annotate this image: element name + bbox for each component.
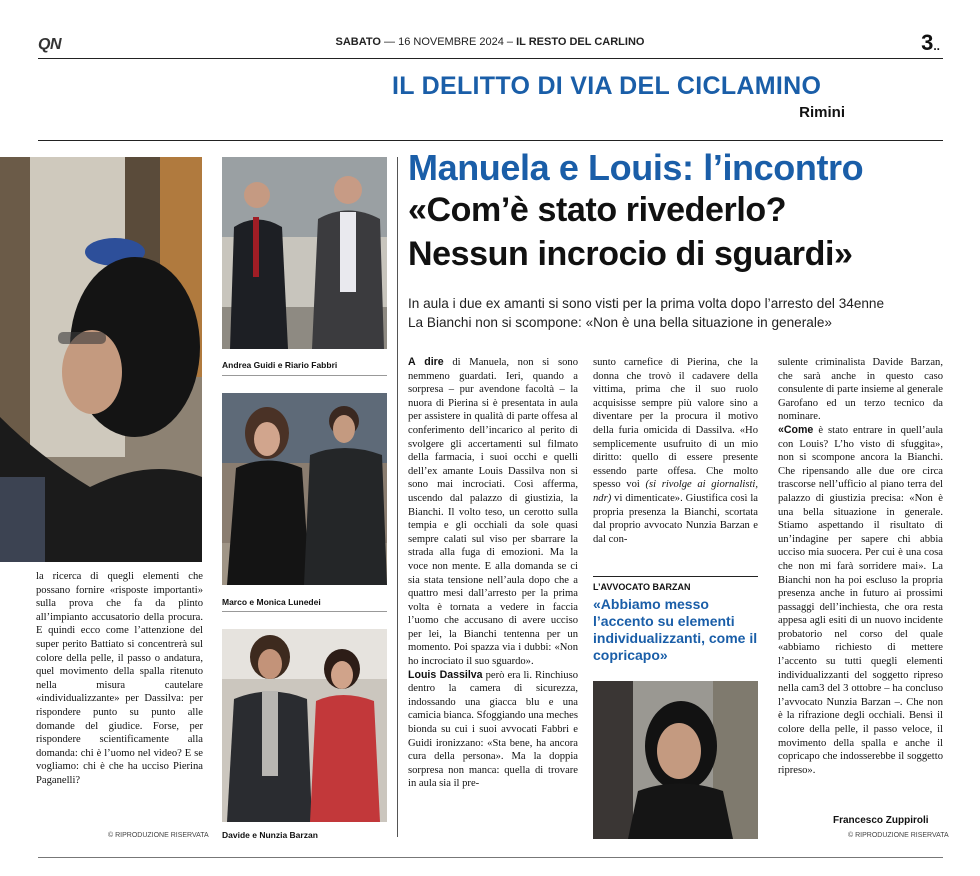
article-column-3: sulente criminalista Davide Barzan, che sarà anche in questo caso consulente di parte insieme al generale Garofano ed un terzo tecnico da nominare. «Come è stato entrare in quell’aula con Louis? L’ho visto di sfuggita», non si scompone ancora la Bianchi. Che ripensando alle due ore circa trascorse nell’ufficio al piano terra del palazzo di giustizia precisa: «Non è una bella situazione in generale. Stiamo aspettando il risultato di un’indagine per sapere chi abbia ucciso mia suocera. Per cui è una cosa che non mi farà sorridere mai». La Bianchi non ha poi escluso la propria presenza anche in futuro ai prossimi passaggi dell’inchiesta, che ora resta appesa agli esiti di un nuovo incidente probatorio nel corso del quale «abbiamo richiesto di mettere l’accento su tutti quegli elementi individualizzanti del soggetto ripreso nella cam3 del 3 ottobre – ha concluso l’avvocato Nunzia Barzan –. Che non è la rifrazione degli occhiali. Bensì il colore della pelle, il passo veloce, il movimento della spalla e anche il copricapo che indosserebbe il soggetto ripreso». [778,357,943,776]
subhead-line-1: In aula i due ex amanti si sono visti per la prima volta dopo l’arresto del 34enne [408,296,885,311]
article-headline [408,148,953,276]
photo-lunedei [222,393,387,585]
article-column-2: sunto carnefice di Pierina, che la donna che trovò il cadavere della vittima, prima che il suo ruolo acquisisse sempre più valore sino a diventare per la procura il motivo della furia omicida di Dassilva. «Ho semplicemente usufruito di un mio diritto: quello di essere presente essendo parte offesa. Che molto spesso voi (si rivolge ai giornalisti, ndr) vi dimenticate». Giustifica così la propria presenza la Bianchi, scortata dal proprio avvocato Nunzia Barzan e dal con- [593,357,758,545]
article-author: Francesco Zuppiroli [833,815,929,826]
subhead-line-2: La Bianchi non si scompone: «Non è una bella situazione in generale» [408,315,832,330]
page-number: 3.. [921,30,940,55]
section-city: Rimini [799,104,845,121]
photo-caption: Davide e Nunzia Barzan [222,830,318,840]
headline-line-1: Manuela e Louis: l’incontro [408,147,864,188]
copyright-note: © RIPRODUZIONE RISERVATA [108,832,209,839]
photo-manuela-bianchi [0,157,202,562]
masthead: SABATO — 16 NOVEMBRE 2024 – IL RESTO DEL CARLINO [335,36,645,48]
section-title: IL DELITTO DI VIA DEL CICLAMINO [392,72,822,100]
headline-line-2: «Com’è stato rivederlo? [408,191,787,229]
article-subhead [408,294,953,332]
quote-box-label: L’AVVOCATO BARZAN [593,582,691,592]
photo-bianchi-inset [593,681,758,839]
quote-box-text: «Abbiamo messo l’accento su elementi individualizzanti, come il copricapo» [593,596,758,663]
masthead-date: 16 NOVEMBRE 2024 [398,36,504,48]
masthead-day: SABATO [335,36,381,48]
lead-word: Louis Dassilva [408,668,483,681]
section-rule [38,140,943,141]
article-column-1: A dire di Manuela, non si sono nemmeno guardati. Ieri, quando a sorpresa – pur avendone facoltà – la nuora di Pierina si è presentata in aula per assistere in qualità di parte offesa al conferimento dell’incarico al perito di svolgere gli accertamenti sul filmato della farmacia, i suoi occhi e quelli dell’ex amante Louis Dassilva non si sono mai incrociati. Così afferma, uscendo dal palazzo di giustizia, la Bianchi. Il volto teso, un cerotto sulla tempia e gli occhiali da sole quasi sempre calati sul viso per sbarrare la strada alla fuga di emozioni. Ma la voce non mente. E alla domanda se ci sia stata tensione nell’aula dopo che a quattro mesi dall’arresto per la prima volta è tornata a vedere in faccia l’uomo che accusano di avere ucciso per lei, la Bianchi tentenna per un momento. Poi spazza via i dubbi: «Non ho incrociato il suo sguardo». Louis Dassilva però era lì. Rinchiuso dentro la camera di sicurezza, indossando una giacca blu e una camicia bianca. Sfoggiando una meches bionda su cui i suoi avvocati Fabbri e Guidi ironizzano: «Sta bene, ha ancora cura della persona». Ma la doppia sorpresa non manca: quella di trovare in aula sia il pre- [408,356,578,790]
photo-caption: Andrea Guidi e Riario Fabbri [222,360,338,370]
header-rule [38,58,943,59]
newspaper-logo: QN [38,36,61,53]
headline-line-3: Nessun incrocio di sguardi» [408,235,853,273]
masthead-paper: IL RESTO DEL CARLINO [516,36,645,48]
photo-caption: Marco e Monica Lunedei [222,597,321,607]
lead-word: «Come [778,423,814,436]
photo-barzan [222,629,387,822]
lead-word: A dire [408,356,444,368]
copyright-note: © RIPRODUZIONE RISERVATA [848,832,949,839]
photo-guidi-fabbri [222,157,387,349]
article-left-column: la ricerca di quegli elementi che possano fornire «risposte importanti» sulla prova che fa da plinto all’impianto accusatorio della procura. E quindi ecco come l’attenzione del super perito Battiato si concentrerà sul colore della pelle, il passo o andatura, quel movimento della spalla ritenuto nella misura cautelare «individualizzante» per Dassilva: per rispondere punto su punto alle domande del giudice. Forse, per rispondere scientificamente alla domanda: chi è l’uomo nel video? E se vogliamo: chi è che ha ucciso Pierina Paganelli? [36,571,203,786]
